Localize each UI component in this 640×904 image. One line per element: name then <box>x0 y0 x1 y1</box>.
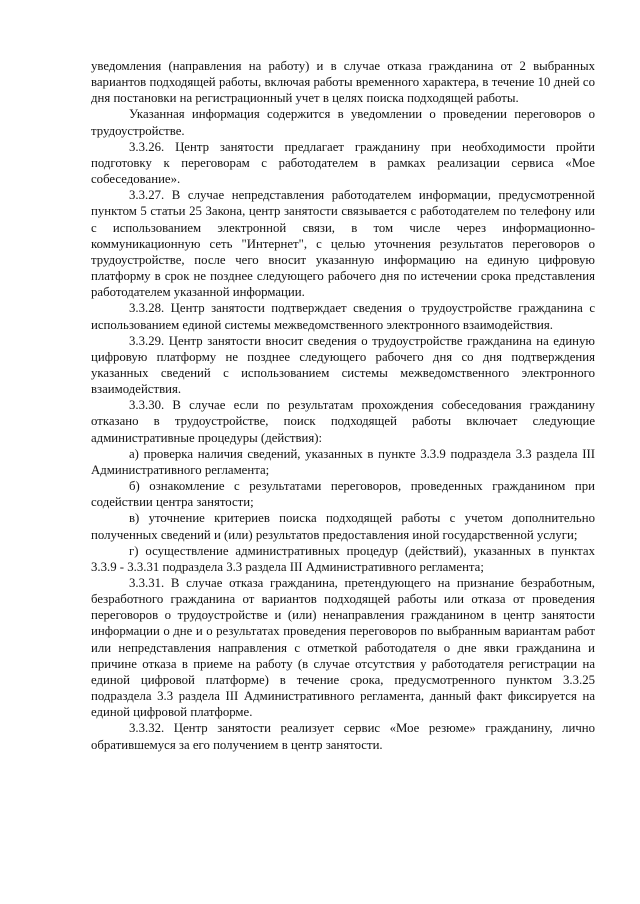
paragraph-continuation: уведомления (направления на работу) и в случае отказа гражданина от 2 выбранных вариантов подходящей работы, включая работы временного характера, в течение 10 дней со дня постановки на регистрационный учет в целях поиска подходящей работы. <box>91 59 595 106</box>
paragraph-3-3-26: 3.3.26. Центр занятости предлагает гражданину при необходимости пройти подготовку к переговорам с работодателем в рамках реализации сервиса «Мое собеседование». <box>91 139 595 187</box>
paragraph-3-3-27: 3.3.27. В случае непредставления работодателем информации, предусмотренной пунктом 5 статьи 25 Закона, центр занятости связывается с работодателем по телефону или с использованием электронной связи, в том числе через информационно-коммуникационную сеть "Интернет", с целью уточнения результатов переговоров о трудоустройстве, после чего вносит указанную информацию на единую цифровую платформу в срок не позднее следующего рабочего дня по истечении срока представления работодателем указанной информации. <box>91 188 595 300</box>
list-item-g: г) осуществление административных процедур (действий), указанных в пунктах 3.3.9 - 3.3.31 подраздела 3.3 раздела III Административного регламента; <box>91 543 595 574</box>
paragraph-3-3-30: 3.3.30. В случае если по результатам прохождения собеседования гражданину отказано в трудоустройстве, поиск подходящей работы включает следующие административные процедуры (действия): <box>91 398 595 445</box>
paragraph-3-3-28: 3.3.28. Центр занятости подтверждает сведения о трудоустройстве гражданина с использованием единой системы межведомственного электронного взаимодействия. <box>91 301 595 332</box>
list-item-b: б) ознакомление с результатами переговоров, проведенных гражданином при содействии центра занятости; <box>91 479 595 510</box>
list-item-v: в) уточнение критериев поиска подходящей работы с учетом дополнительно полученных сведений и (или) результатов предоставления иной государственной услуги; <box>91 511 595 542</box>
paragraph-notice-info: Указанная информация содержится в уведомлении о проведении переговоров о трудоустройстве. <box>91 107 595 138</box>
paragraph-3-3-31: 3.3.31. В случае отказа гражданина, претендующего на признание безработным, безработного гражданина от вариантов подходящей работы или отказа от проведения переговоров о трудоустройстве и (или) ненаправления гражданином в центр занятости информации о дне и о результатах проведения переговоров по выбранным вариантам работ или непредставления направления с отметкой работодателя о дне явки гражданина и причине отказа в приеме на работу (в случае отсутствия у работодателя регистрации на единой цифровой платформе) в течение срока, предусмотренного пунктом 3.3.25 подраздела 3.3 раздела III Административного регламента, данный факт фиксируется на единой цифровой платформе. <box>91 576 595 720</box>
list-item-a: а) проверка наличия сведений, указанных в пункте 3.3.9 подраздела 3.3 раздела III Административного регламента; <box>91 446 595 477</box>
paragraph-3-3-29: 3.3.29. Центр занятости вносит сведения о трудоустройстве гражданина на единую цифровую платформу не позднее следующего рабочего дня со дня подтверждения указанных сведений с использованием системы межведомственного электронного взаимодействия. <box>91 333 595 397</box>
paragraph-3-3-32: 3.3.32. Центр занятости реализует сервис «Мое резюме» гражданину, лично обратившемуся за его получением в центр занятости. <box>91 721 595 752</box>
